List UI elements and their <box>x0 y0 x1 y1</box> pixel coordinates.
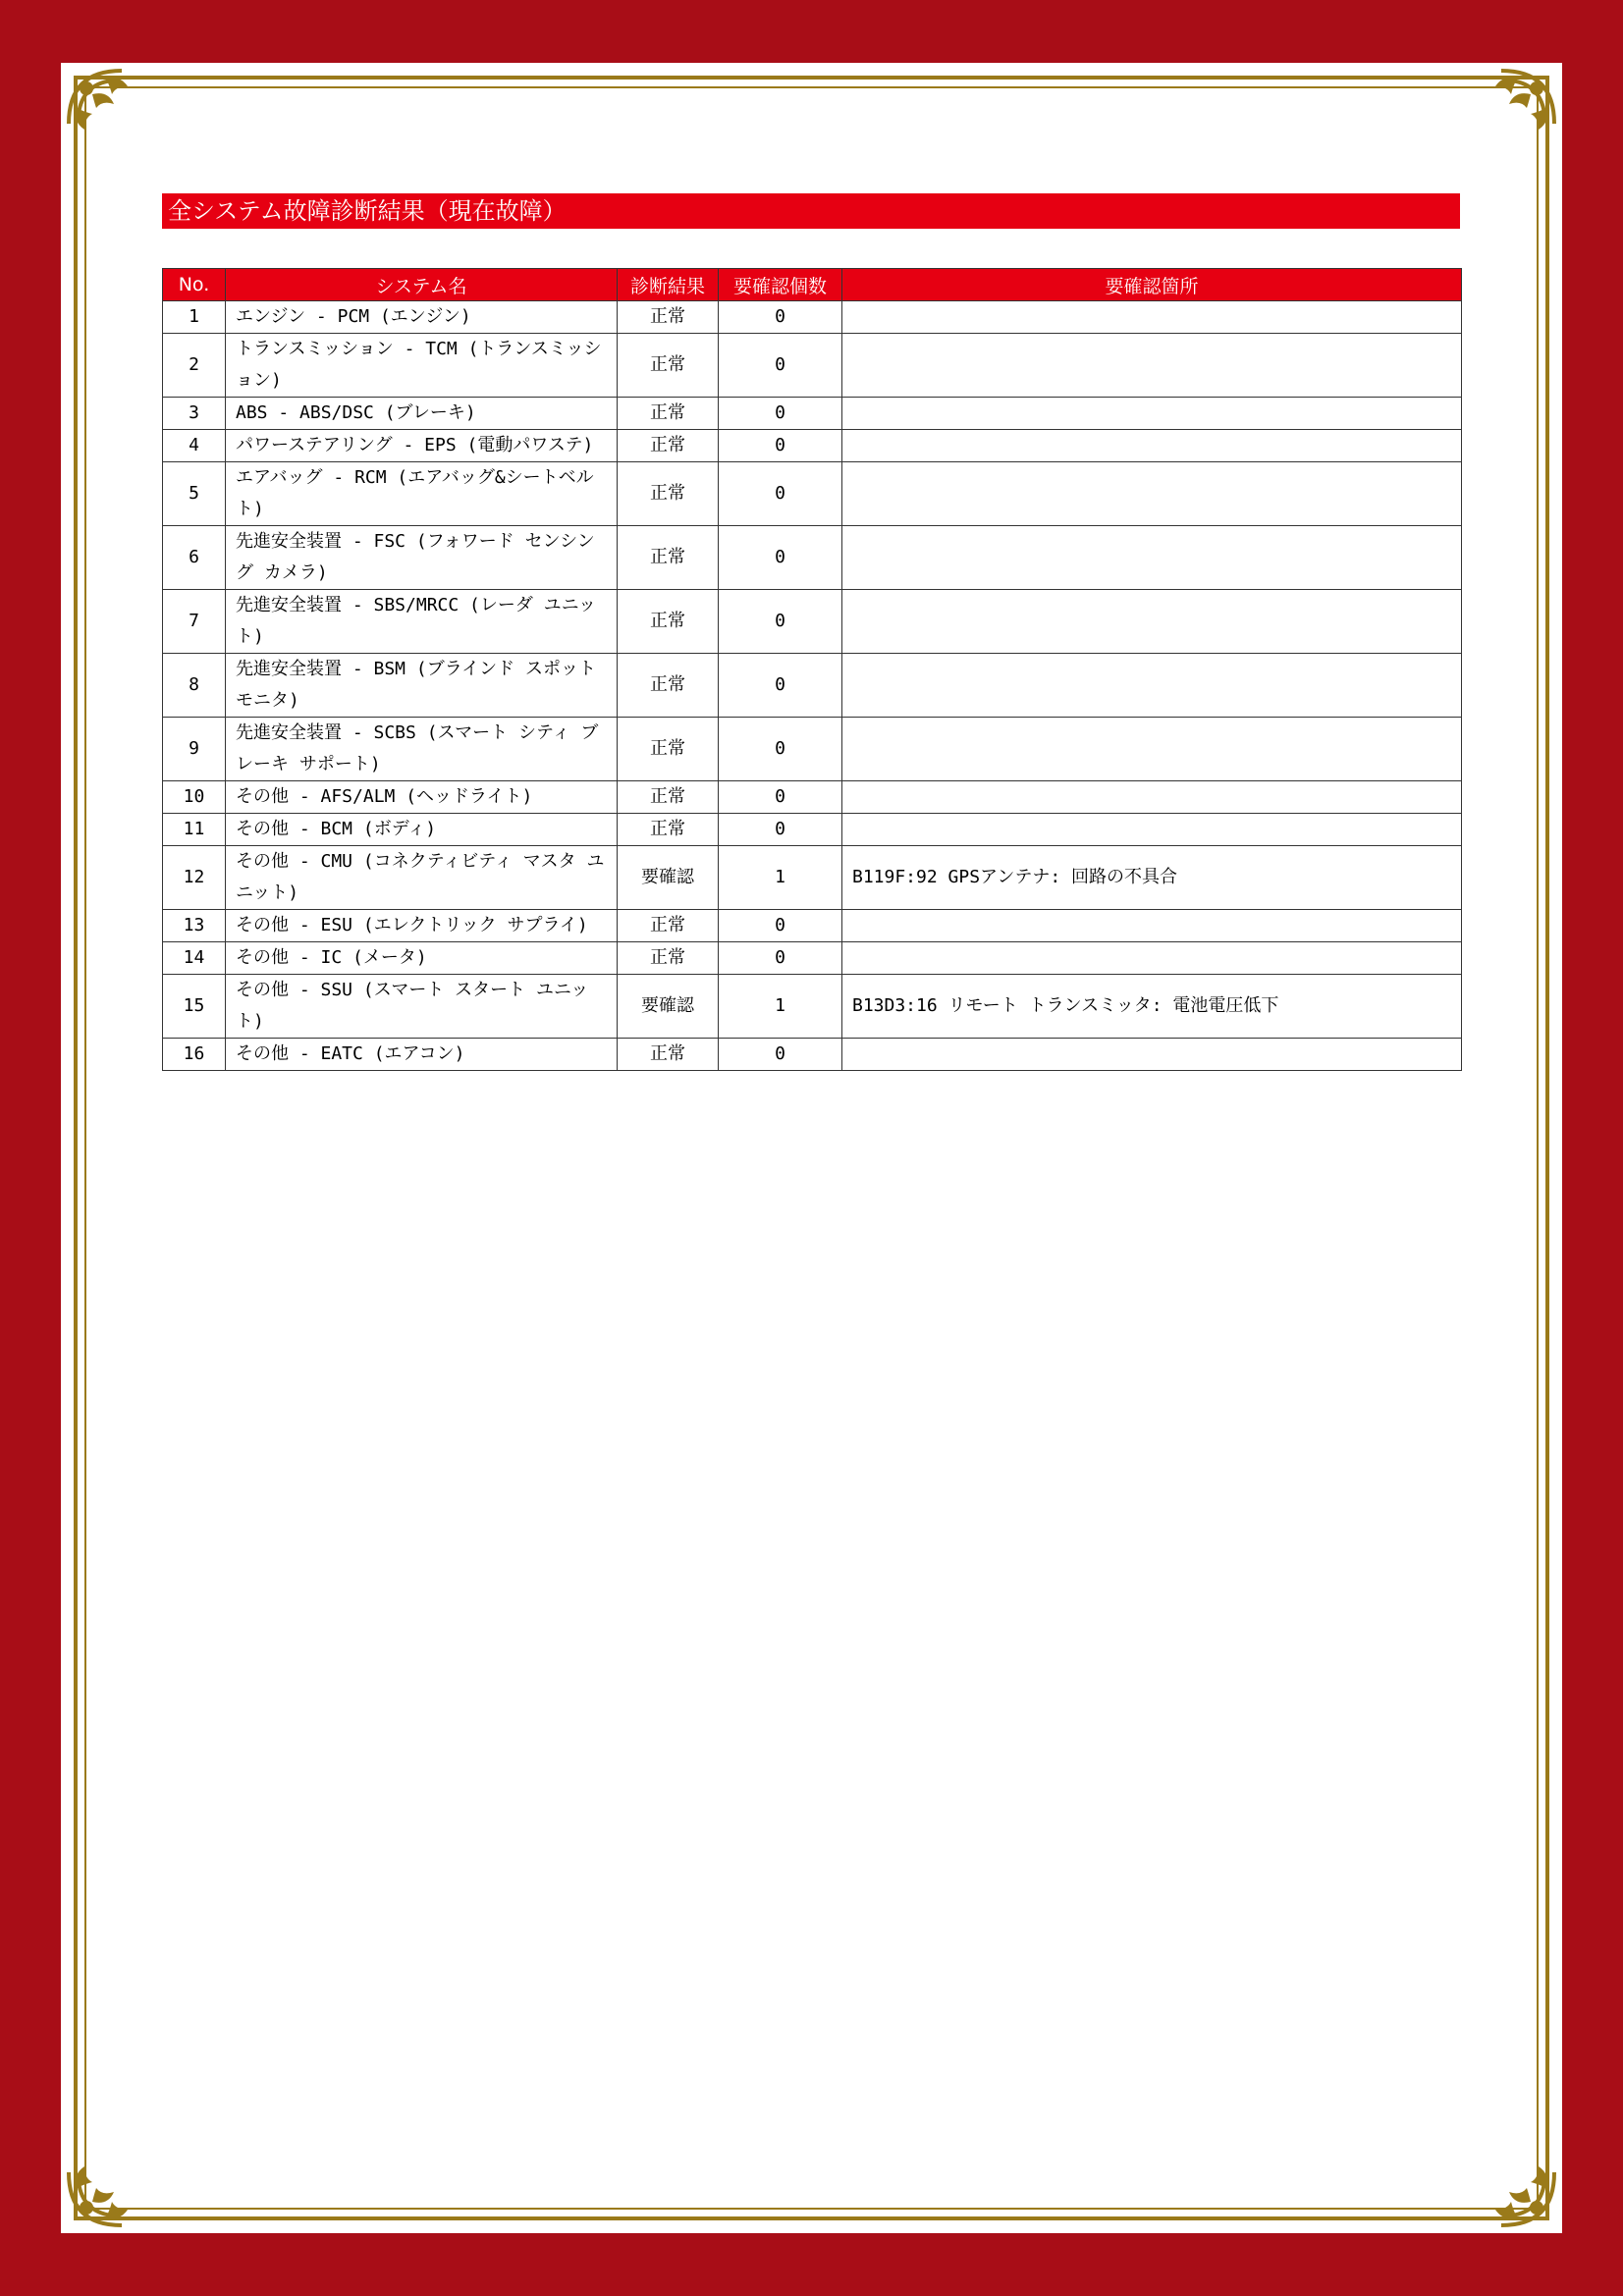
diagnosis-result: 正常 <box>618 942 719 975</box>
check-detail <box>842 590 1462 654</box>
diagnosis-result: 正常 <box>618 334 719 398</box>
check-count: 0 <box>719 814 842 846</box>
header-count: 要確認個数 <box>719 269 842 301</box>
section-title: 全システム故障診断結果（現在故障） <box>162 193 1460 229</box>
system-name: その他 - SSU (スマート スタート ユニット) <box>226 975 618 1039</box>
system-name: その他 - IC (メータ) <box>226 942 618 975</box>
check-count: 0 <box>719 910 842 942</box>
check-detail <box>842 526 1462 590</box>
check-count: 0 <box>719 718 842 781</box>
check-detail <box>842 301 1462 334</box>
table-row <box>163 846 1462 910</box>
corner-ornament-icon <box>1472 2143 1560 2231</box>
diagnosis-result: 正常 <box>618 430 719 462</box>
header-no: No. <box>163 269 226 301</box>
row-number: 2 <box>163 334 226 398</box>
table-row <box>163 910 1462 942</box>
corner-ornament-icon <box>63 65 151 153</box>
system-name: その他 - CMU (コネクティビティ マスタ ユニット) <box>226 846 618 910</box>
system-name: その他 - BCM (ボディ) <box>226 814 618 846</box>
row-number: 12 <box>163 846 226 910</box>
check-count: 0 <box>719 334 842 398</box>
row-number: 3 <box>163 398 226 430</box>
table-row <box>163 301 1462 334</box>
table-row <box>163 814 1462 846</box>
table-row <box>163 398 1462 430</box>
table-row <box>163 1039 1462 1071</box>
corner-ornament-icon <box>1472 65 1560 153</box>
diagnosis-result: 正常 <box>618 526 719 590</box>
row-number: 14 <box>163 942 226 975</box>
row-number: 15 <box>163 975 226 1039</box>
row-number: 11 <box>163 814 226 846</box>
check-detail <box>842 942 1462 975</box>
system-name: 先進安全装置 - FSC (フォワード センシング カメラ) <box>226 526 618 590</box>
diagnosis-result: 正常 <box>618 718 719 781</box>
check-count: 1 <box>719 975 842 1039</box>
diagnosis-result: 正常 <box>618 1039 719 1071</box>
header-system-name: システム名 <box>226 269 618 301</box>
row-number: 4 <box>163 430 226 462</box>
diagnosis-result: 正常 <box>618 910 719 942</box>
check-detail <box>842 462 1462 526</box>
table-header-row <box>163 269 1462 301</box>
diagnosis-result: 正常 <box>618 814 719 846</box>
corner-ornament-icon <box>63 2143 151 2231</box>
check-detail <box>842 334 1462 398</box>
row-number: 9 <box>163 718 226 781</box>
check-detail: B119F:92 GPSアンテナ: 回路の不具合 <box>842 846 1462 910</box>
check-count: 0 <box>719 430 842 462</box>
check-count: 0 <box>719 301 842 334</box>
table-row <box>163 462 1462 526</box>
system-name: その他 - EATC (エアコン) <box>226 1039 618 1071</box>
table-row <box>163 430 1462 462</box>
diagnosis-result: 正常 <box>618 781 719 814</box>
diagnosis-result: 正常 <box>618 590 719 654</box>
check-detail <box>842 718 1462 781</box>
check-count: 0 <box>719 398 842 430</box>
row-number: 6 <box>163 526 226 590</box>
check-detail <box>842 910 1462 942</box>
check-detail <box>842 398 1462 430</box>
table-row <box>163 526 1462 590</box>
table-row <box>163 334 1462 398</box>
row-number: 5 <box>163 462 226 526</box>
table-row <box>163 654 1462 718</box>
check-count: 0 <box>719 781 842 814</box>
diagnosis-result: 要確認 <box>618 846 719 910</box>
check-detail <box>842 1039 1462 1071</box>
system-name: ABS - ABS/DSC (ブレーキ) <box>226 398 618 430</box>
diagnosis-result: 要確認 <box>618 975 719 1039</box>
system-name: エンジン - PCM (エンジン) <box>226 301 618 334</box>
table-row <box>163 781 1462 814</box>
row-number: 13 <box>163 910 226 942</box>
table-row <box>163 975 1462 1039</box>
table-row <box>163 942 1462 975</box>
check-count: 0 <box>719 654 842 718</box>
row-number: 7 <box>163 590 226 654</box>
diagnosis-table <box>162 268 1462 1071</box>
header-detail: 要確認箇所 <box>842 269 1462 301</box>
check-count: 1 <box>719 846 842 910</box>
system-name: 先進安全装置 - SCBS (スマート シティ ブレーキ サポート) <box>226 718 618 781</box>
header-result: 診断結果 <box>618 269 719 301</box>
check-detail <box>842 654 1462 718</box>
diagnosis-result: 正常 <box>618 301 719 334</box>
check-count: 0 <box>719 942 842 975</box>
system-name: その他 - AFS/ALM (ヘッドライト) <box>226 781 618 814</box>
check-detail <box>842 781 1462 814</box>
check-detail <box>842 814 1462 846</box>
row-number: 16 <box>163 1039 226 1071</box>
system-name: パワーステアリング - EPS (電動パワステ) <box>226 430 618 462</box>
diagnosis-result: 正常 <box>618 398 719 430</box>
system-name: その他 - ESU (エレクトリック サプライ) <box>226 910 618 942</box>
row-number: 1 <box>163 301 226 334</box>
check-count: 0 <box>719 590 842 654</box>
row-number: 10 <box>163 781 226 814</box>
row-number: 8 <box>163 654 226 718</box>
system-name: 先進安全装置 - BSM (ブラインド スポット モニタ) <box>226 654 618 718</box>
system-name: 先進安全装置 - SBS/MRCC (レーダ ユニット) <box>226 590 618 654</box>
check-detail: B13D3:16 リモート トランスミッタ: 電池電圧低下 <box>842 975 1462 1039</box>
table-row <box>163 718 1462 781</box>
table-row <box>163 590 1462 654</box>
diagnosis-result: 正常 <box>618 462 719 526</box>
diagnosis-result: 正常 <box>618 654 719 718</box>
check-detail <box>842 430 1462 462</box>
check-count: 0 <box>719 526 842 590</box>
system-name: エアバッグ - RCM (エアバッグ&シートベルト) <box>226 462 618 526</box>
system-name: トランスミッション - TCM (トランスミッション) <box>226 334 618 398</box>
check-count: 0 <box>719 1039 842 1071</box>
check-count: 0 <box>719 462 842 526</box>
